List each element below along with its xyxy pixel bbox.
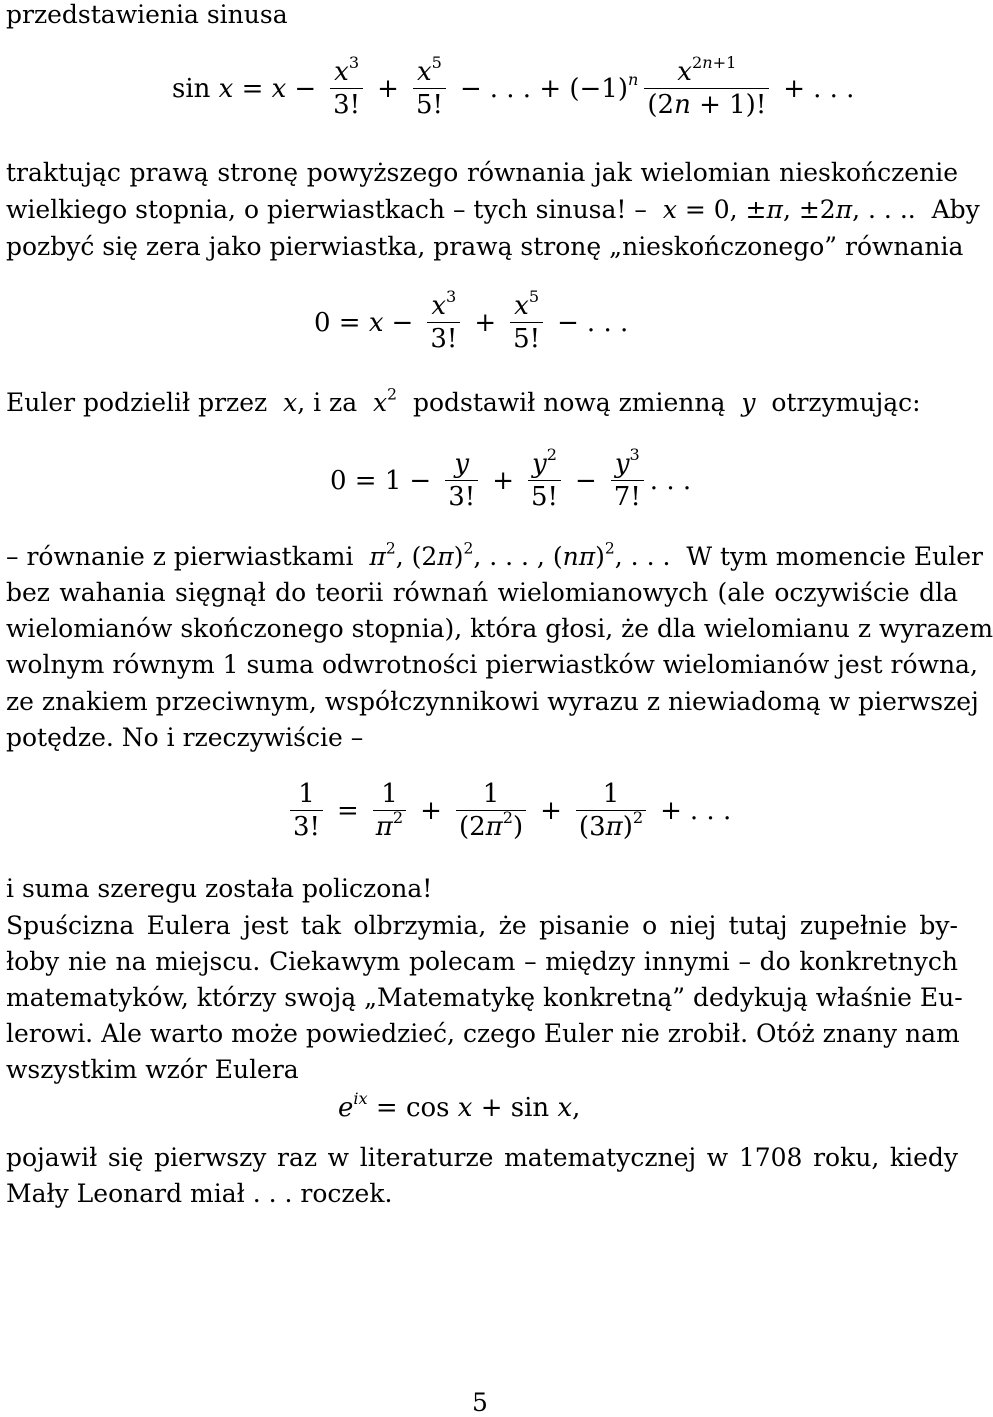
text-line: wielkiego stopnia, o pierwiastkach – tych sinusa! – x = 0, ±π, ±2π, . . .. Aby bbox=[6, 195, 980, 224]
equation-sine-series: sin x = x − $\frac{x^3}{3!}$ + $\frac{x^5}{5!}$ − . . . + $(-1)^n$ $\frac{x^{2n+1}}{(2n + 1)!}$ + . . . bbox=[172, 52, 855, 120]
text-line: bez wahania sięgnął do teorii równań wielomianowych (ale oczywiście dla bbox=[6, 578, 958, 607]
text-line: wszystkim wzór Eulera bbox=[6, 1055, 299, 1084]
text-fragment: , i za bbox=[297, 388, 358, 417]
text-fragment: otrzymując: bbox=[771, 388, 921, 417]
text-line: potędze. No i rzeczywiście – bbox=[6, 723, 364, 752]
text-line: ze znakiem przeciwnym, współczynnikowi wyrazu z niewiadomą w pierwszej bbox=[6, 687, 979, 716]
text-fragment: Aby bbox=[931, 195, 980, 224]
equation-y-series: 0 = 1 − $\frac{y}{3!}$ + $\frac{y^2}{5!}$ − $\frac{y^3}{7!}$ . . . bbox=[330, 444, 692, 512]
text-line: Euler podzielił przez x, i za $x^2$ podstawił nową zmienną y otrzymując: bbox=[6, 385, 921, 417]
text-line: Mały Leonard miał . . . roczek. bbox=[6, 1179, 393, 1208]
text-fragment: podstawił nową zmienną bbox=[412, 388, 726, 417]
text-line: traktując prawą stronę powyższego równania jak wielomian nieskończenie bbox=[6, 158, 958, 187]
text-line: pozbyć się zera jako pierwiastka, prawą stronę „nieskończonego” równania bbox=[6, 232, 964, 261]
text-line: Spuścizna Eulera jest tak olbrzymia, że pisanie o niej tutaj zupełnie by- bbox=[6, 911, 958, 940]
text-line: matematyków, którzy swoją „Matematykę konkretną” dedykują właśnie Eu- bbox=[6, 983, 963, 1012]
text-fragment: W tym momencie Euler bbox=[686, 542, 983, 571]
text-line: i suma szeregu została policzona! bbox=[6, 874, 433, 903]
equation-zero-series: 0 = x − $\frac{x^3}{3!}$ + $\frac{x^5}{5!}$ − . . . bbox=[314, 286, 629, 354]
text-fragment: – równanie z pierwiastkami bbox=[6, 542, 354, 571]
text-line: – równanie z pierwiastkami $\pi^2$, $(2\pi)^2$, . . . , $(n\pi)^2$, . . . W tym momencie Euler bbox=[6, 539, 983, 571]
text-line: pojawił się pierwszy raz w literaturze matematycznej w 1708 roku, kiedy bbox=[6, 1143, 958, 1172]
text-fragment: Euler podzielił przez bbox=[6, 388, 268, 417]
text-line: wolnym równym 1 suma odwrotności pierwiastków wielomianów jest równa, bbox=[6, 650, 978, 679]
text-line: łoby nie na miejscu. Ciekawym polecam – między innymi – do konkretnych bbox=[6, 947, 958, 976]
equation-euler-formula: $e^{ix} = \cos x + \sin x$, bbox=[338, 1088, 581, 1123]
text-fragment: wielkiego stopnia, o pierwiastkach – tych sinusa! – bbox=[6, 195, 647, 224]
text-line: przedstawienia sinusa bbox=[6, 0, 288, 29]
text-line: wielomianów skończonego stopnia), która głosi, że dla wielomianu z wyrazem bbox=[6, 614, 993, 643]
equation-reciprocal-sum: $\frac{1}{3!}$ = $\frac{1}{\pi^2}$ + $\frac{1}{(2\pi^2)}$ + $\frac{1}{(3\pi)^2}$ + . . . bbox=[284, 778, 731, 843]
page-number: 5 bbox=[472, 1388, 488, 1417]
text-line: lerowi. Ale warto może powiedzieć, czego Euler nie zrobił. Otóż znany nam bbox=[6, 1019, 960, 1048]
